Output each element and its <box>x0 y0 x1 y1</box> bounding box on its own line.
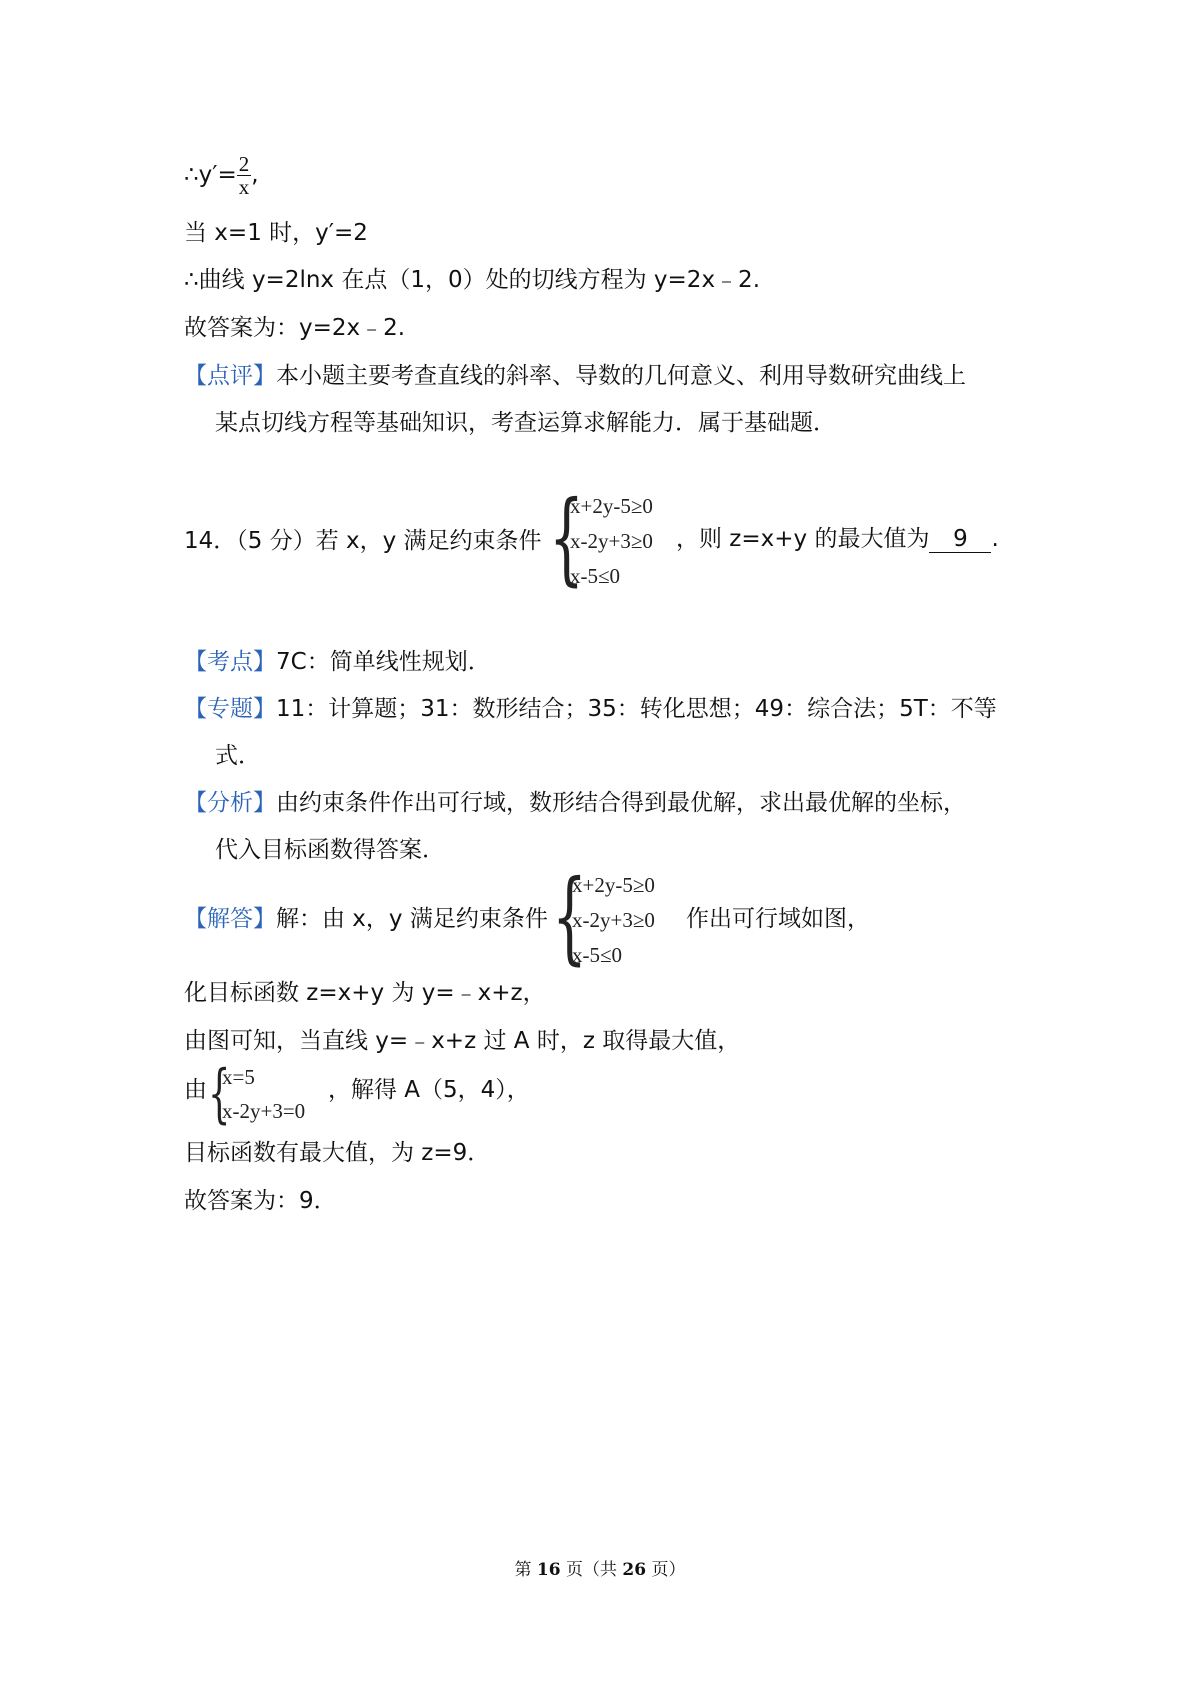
jieda-brace: { <box>552 858 587 975</box>
zhuanti-text-1: 11：计算题；31：数形结合；35：转化思想；49：综合法；5T：不等 <box>276 696 997 722</box>
derivative-suffix: , <box>251 162 259 188</box>
question-14-after: ，则 z=x+y 的最大值为 <box>676 526 930 552</box>
answer-blank: 9 <box>929 526 991 553</box>
fraction <box>237 153 252 198</box>
tangent-line: ∴曲线 y=2lnx 在点（1，0）处的切线方程为 y=2x﹣2. <box>184 267 760 293</box>
solve-result: ，解得 A（5，4）， <box>328 1077 530 1103</box>
jieda-constraint-2: x-2y+3≥0 <box>572 908 655 932</box>
zhuanti-tag: 【专题】 <box>184 696 276 722</box>
page-footer <box>0 1555 1200 1580</box>
comment-tag: 【点评】 <box>184 363 276 389</box>
question-14-tail <box>676 524 999 554</box>
jieda-after: 作出可行域如图， <box>686 906 870 932</box>
footer-c: 页） <box>651 1560 686 1580</box>
footer-a: 第 <box>514 1560 532 1580</box>
jieda-constraint-3: x-5≤0 <box>572 943 623 967</box>
question-14-end: . <box>991 526 999 552</box>
comment-line-1 <box>184 361 966 391</box>
jieda-text: 解：由 x，y 满足约束条件 <box>276 906 548 932</box>
derivative-line <box>184 153 259 198</box>
solve-eq-2: x-2y+3=0 <box>222 1099 306 1123</box>
constraint-2: x-2y+3≥0 <box>570 529 653 553</box>
solve-prefix: 由 <box>184 1077 207 1103</box>
solve-brace: { <box>208 1057 231 1131</box>
constraint-3: x-5≤0 <box>570 564 621 588</box>
fenxi-line-1 <box>184 788 966 818</box>
question-14-stem: 14．（5 分）若 x，y 满足约束条件 <box>184 528 542 554</box>
jieda-system <box>572 868 655 973</box>
kaodian-tag: 【考点】 <box>184 649 276 675</box>
fraction-denominator: x <box>238 175 250 199</box>
fenxi-line-2: 代入目标函数得答案． <box>215 837 445 863</box>
comment-line-2: 某点切线方程等基础知识，考查运算求解能力．属于基础题． <box>215 410 836 436</box>
constraint-1: x+2y-5≥0 <box>570 494 653 518</box>
kaodian-text: 7C：简单线性规划． <box>276 649 491 675</box>
jieda-constraint-1: x+2y-5≥0 <box>572 873 655 897</box>
comment-text-1: 本小题主要考查直线的斜率、导数的几何意义、利用导数研究曲线上 <box>276 363 966 389</box>
jieda-tag: 【解答】 <box>184 906 276 932</box>
zhuanti-line-2: 式． <box>215 743 261 769</box>
kaodian-line <box>184 647 491 677</box>
footer-total: 26 <box>622 1560 647 1580</box>
fenxi-tag: 【分析】 <box>184 790 276 816</box>
jieda-line <box>184 904 548 934</box>
constraint-system <box>570 489 653 594</box>
derivative-prefix: ∴y′= <box>184 162 237 188</box>
footer-page: 16 <box>536 1560 561 1580</box>
solve-eq-1: x=5 <box>222 1065 255 1089</box>
solution-line-2: 由图可知，当直线 y=﹣x+z 过 A 时，z 取得最大值， <box>184 1028 741 1054</box>
fraction-numerator: 2 <box>238 152 250 176</box>
answer-line-13: 故答案为：y=2x﹣2. <box>184 315 406 341</box>
fenxi-text-1: 由约束条件作出可行域，数形结合得到最优解，求出最优解的坐标， <box>276 790 966 816</box>
solution-line-1: 化目标函数 z=x+y 为 y=﹣x+z， <box>184 980 546 1006</box>
solve-system <box>222 1060 305 1128</box>
constraint-brace: { <box>549 479 584 596</box>
footer-b: 页（共 <box>566 1560 617 1580</box>
answer-line-14: 故答案为：9． <box>184 1188 337 1214</box>
slope-line: 当 x=1 时，y′=2 <box>184 220 368 246</box>
zhuanti-line-1 <box>184 694 997 724</box>
solution-line-4: 目标函数有最大值，为 z=9． <box>184 1140 491 1166</box>
